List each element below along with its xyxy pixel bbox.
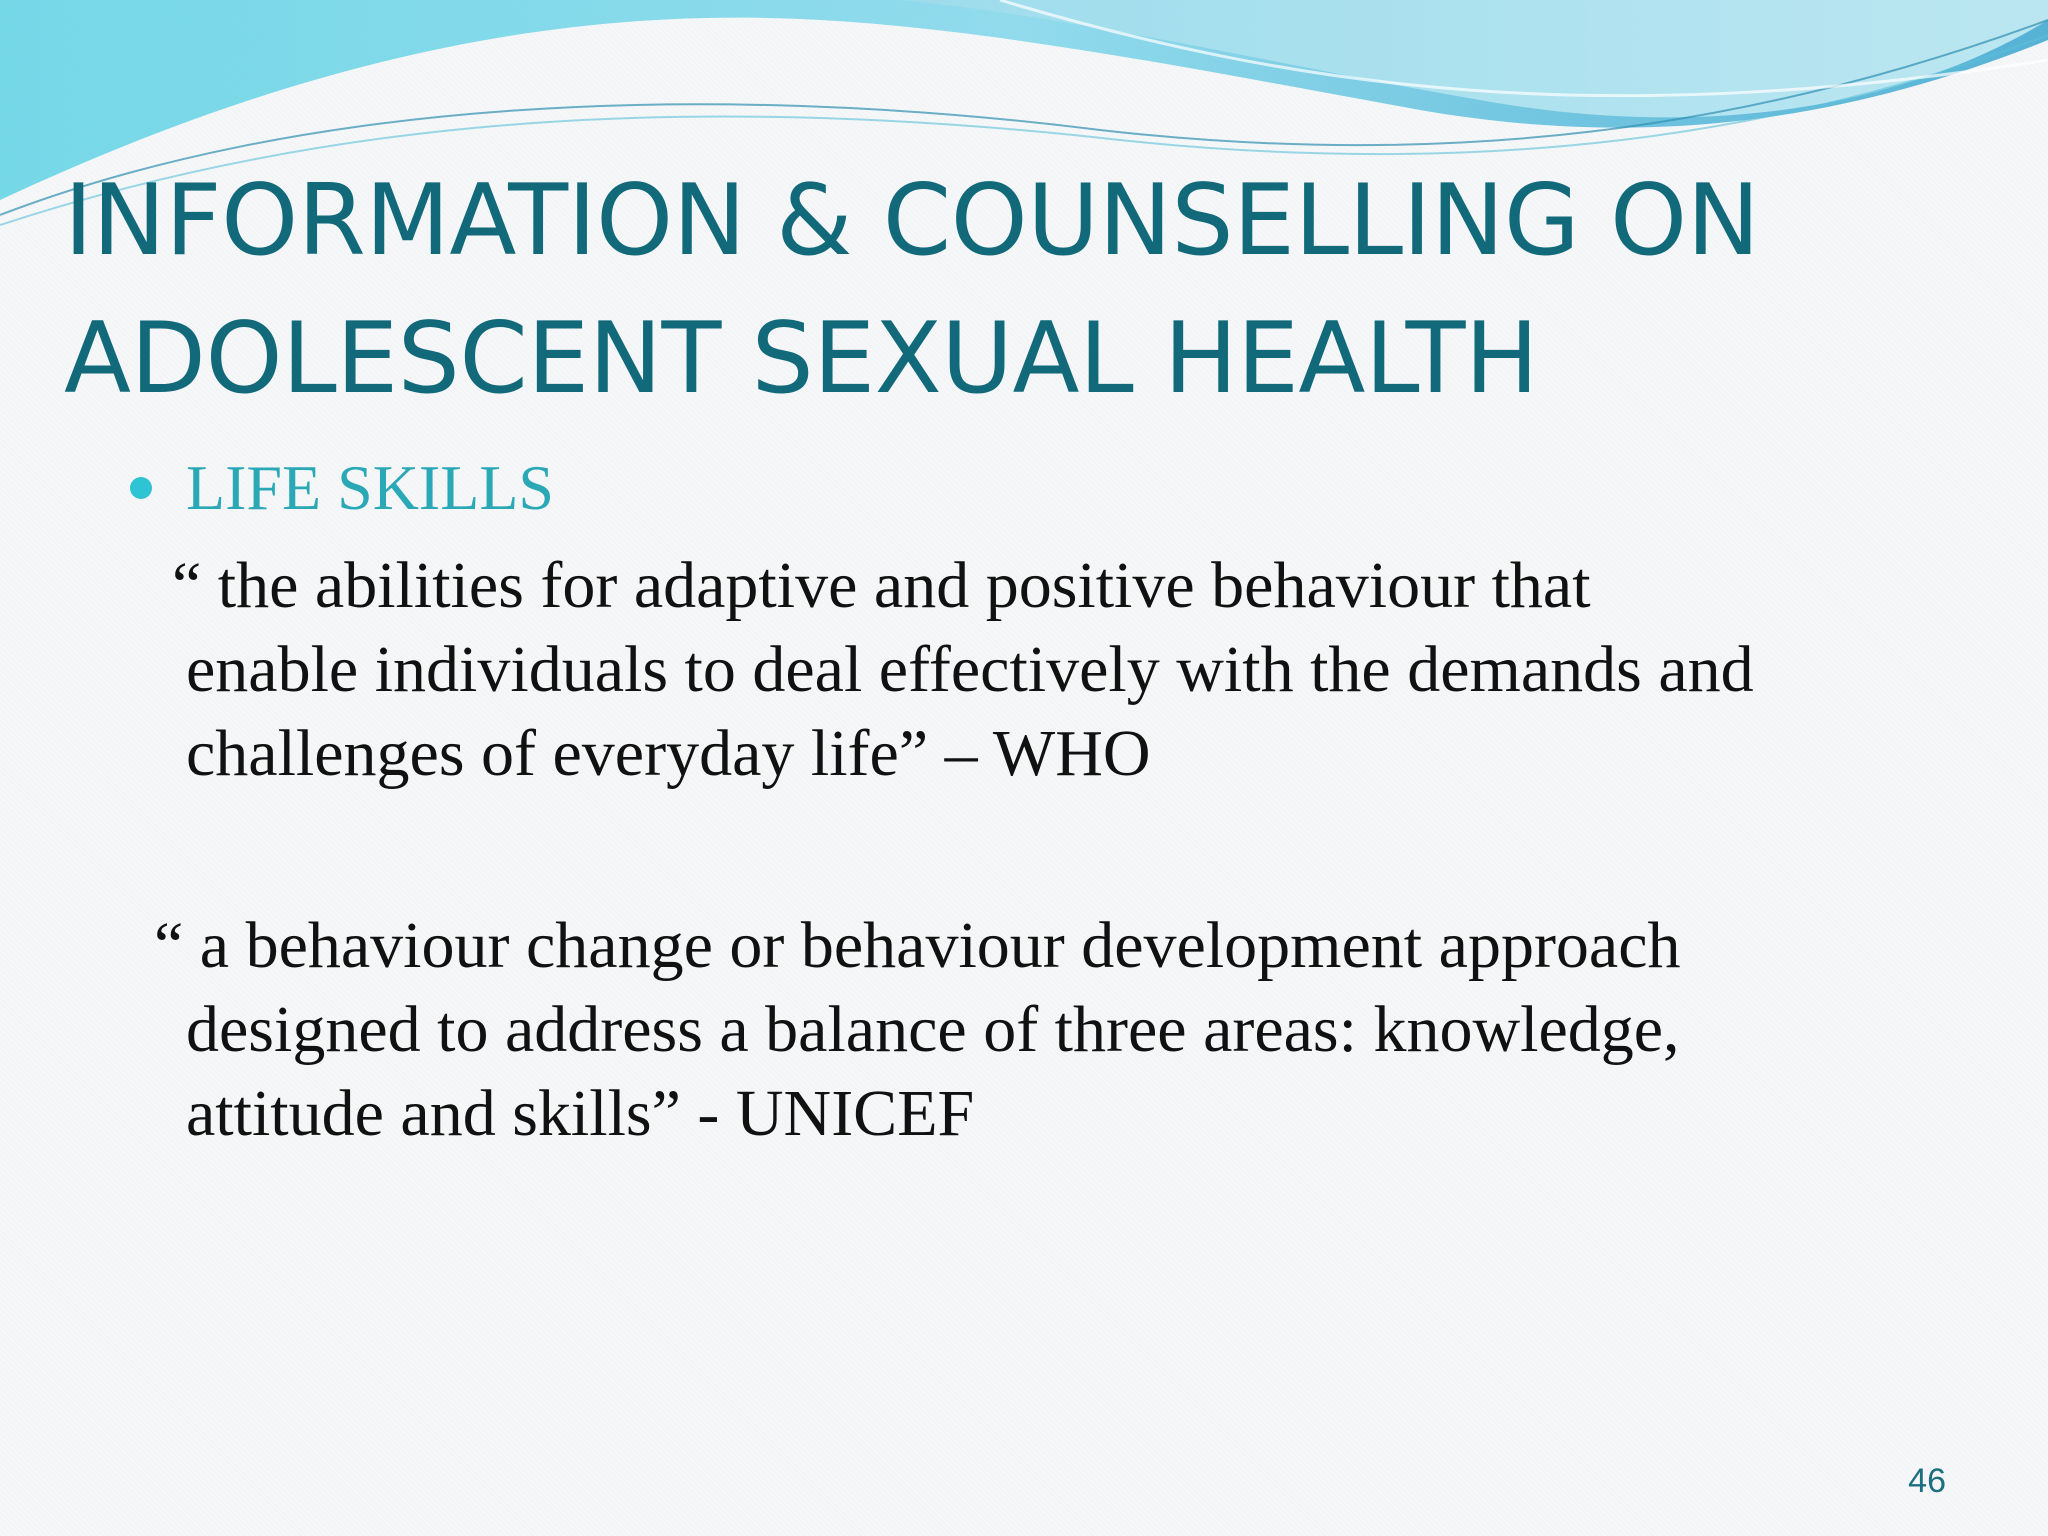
unicef-quote-line-1: “ a behaviour change or behaviour development approach	[154, 909, 1681, 982]
unicef-quote-line-3: attitude and skills” - UNICEF	[186, 1077, 975, 1150]
unicef-quote	[154, 904, 1681, 1156]
bullet-item-life-skills	[130, 448, 554, 528]
unicef-quote-line-2: designed to address a balance of three areas: knowledge,	[186, 993, 1680, 1066]
page-number: 46	[1908, 1462, 1946, 1500]
filled-circle-bullet-icon	[130, 477, 152, 499]
slide-title-line-1: INFORMATION & COUNSELLING ON	[64, 164, 1760, 278]
bullet-text: LIFE SKILLS	[186, 452, 554, 523]
slide-title-line-2: ADOLESCENT SEXUAL HEALTH	[64, 302, 1539, 416]
slide-title	[64, 152, 1964, 428]
who-quote-line-1: “ the abilities for adaptive and positive behaviour that	[172, 549, 1591, 622]
who-quote-line-3: challenges of everyday life” – WHO	[186, 717, 1151, 790]
who-quote	[172, 544, 1754, 796]
who-quote-line-2: enable individuals to deal effectively with the demands and	[186, 633, 1754, 706]
